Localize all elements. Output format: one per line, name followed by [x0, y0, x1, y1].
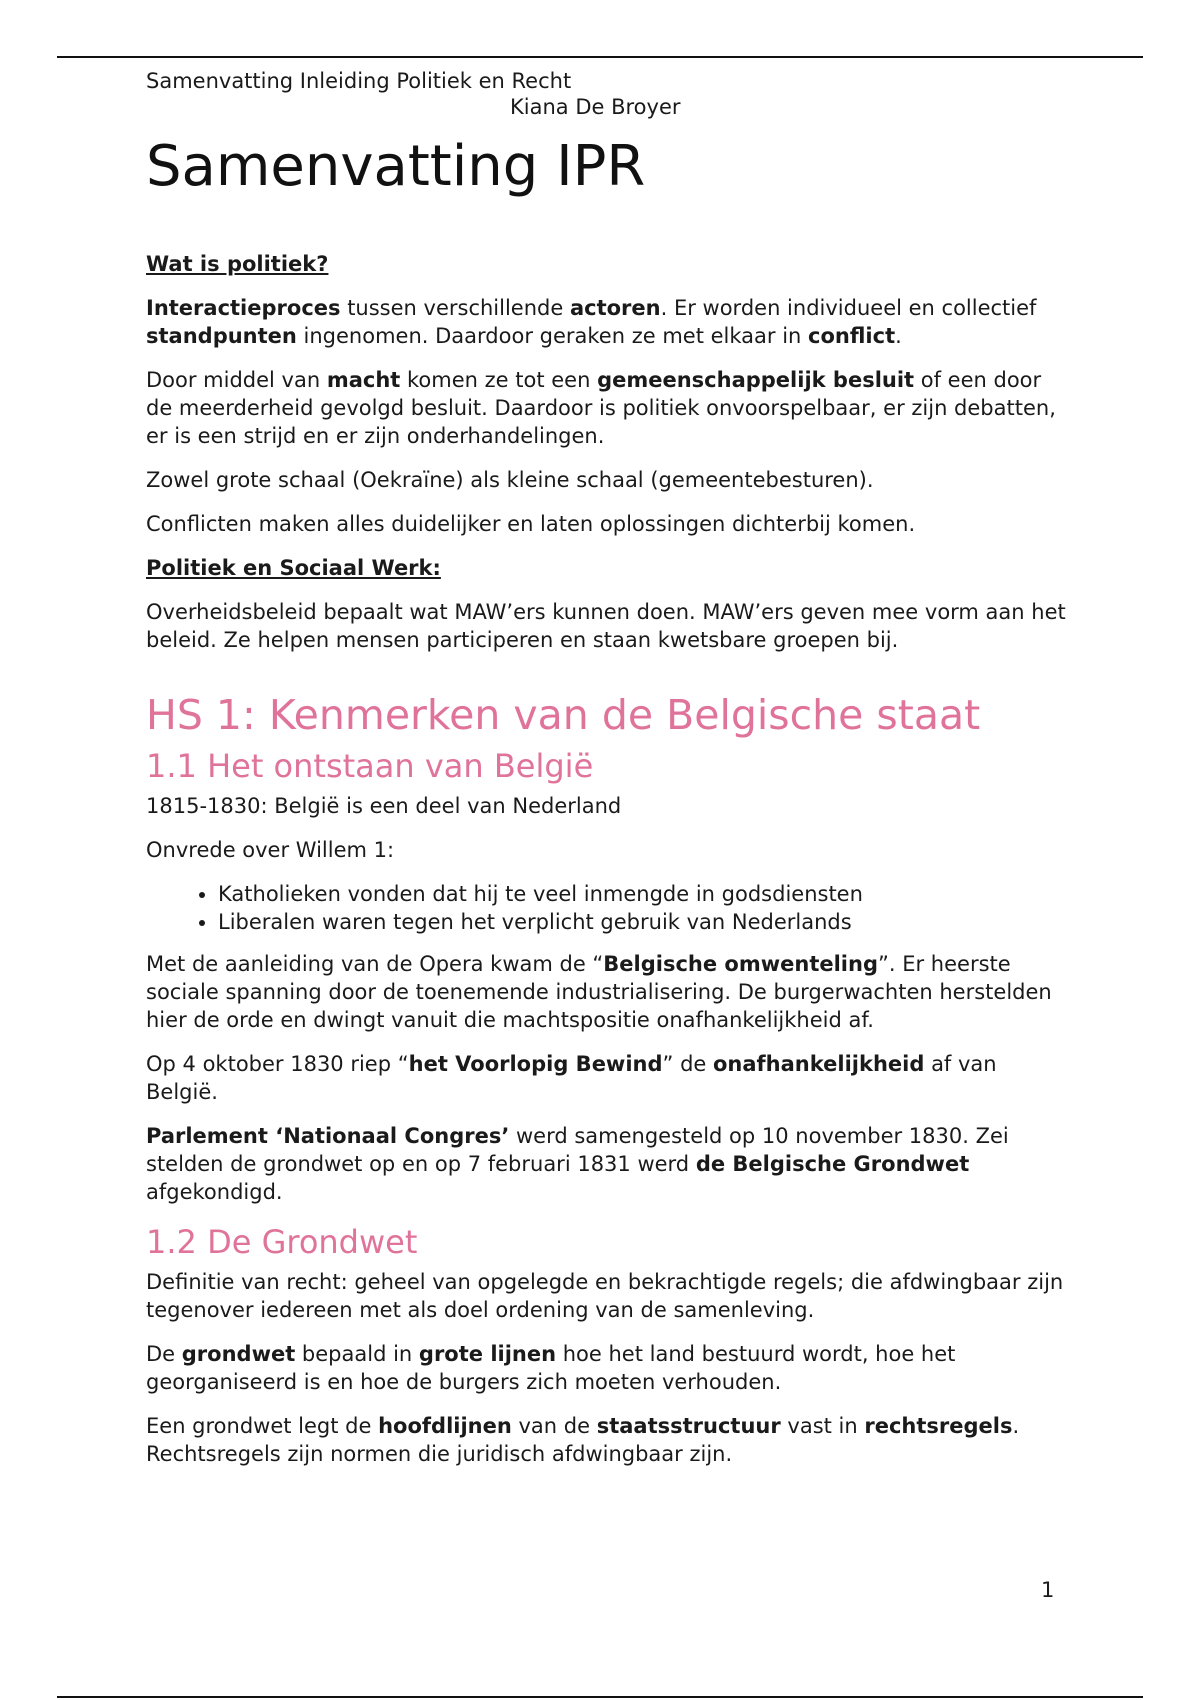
paragraph: 1815-1830: België is een deel van Nederland — [146, 794, 622, 818]
chapter-heading-hs1: HS 1: Kenmerken van de Belgische staat — [146, 691, 981, 739]
paragraph: Door middel van macht komen ze tot een gemeenschappelijk besluit of een door de meerderheid gevolgd besluit. Daardoor is politiek onvoorspelbaar, er zijn debatten, er is een strijd en er zijn onderhandelingen. — [146, 368, 1056, 448]
section-heading-politiek: Wat is politiek? — [146, 252, 329, 276]
paragraph: Interactieproces tussen verschillende actoren. Er worden individueel en collectief standpunten ingenomen. Daardoor geraken ze met elkaar in conflict. — [146, 296, 1037, 348]
page-number: 1 — [1041, 1578, 1055, 1602]
paragraph: Parlement ‘Nationaal Congres’ werd samengesteld op 10 november 1830. Zei stelden de grondwet op en op 7 februari 1831 werd de Belgische Grondwet afgekondigd. — [146, 1124, 1009, 1204]
paragraph: Op 4 oktober 1830 riep “het Voorlopig Bewind” de onafhankelijkheid af van België. — [146, 1052, 997, 1104]
paragraph: Conflicten maken alles duidelijker en laten oplossingen dichterbij komen. — [146, 512, 916, 536]
document-title: Samenvatting IPR — [146, 134, 646, 199]
paragraph: Zowel grote schaal (Oekraïne) als kleine schaal (gemeentebesturen). — [146, 468, 874, 492]
paragraph: Overheidsbeleid bepaalt wat MAW’ers kunnen doen. MAW’ers geven mee vorm aan het beleid. Ze helpen mensen participeren en staan kwetsbare groepen bij. — [146, 600, 1066, 652]
paragraph: De grondwet bepaald in grote lijnen hoe het land bestuurd wordt, hoe het georganiseerd is en hoe de burgers zich moeten verhouden. — [146, 1342, 956, 1394]
header-course: Samenvatting Inleiding Politiek en Recht — [146, 69, 572, 93]
paragraph: Definitie van recht: geheel van opgelegde en bekrachtigde regels; die afdwingbaar zijn tegenover iedereen met als doel ordening van de samenleving. — [146, 1270, 1064, 1322]
header-rule — [57, 56, 1143, 58]
paragraph: Onvrede over Willem 1: — [146, 838, 395, 862]
bullet-list — [146, 880, 1066, 936]
header-author: Kiana De Broyer — [510, 95, 681, 119]
section-heading-1-1: 1.1 Het ontstaan van België — [146, 747, 594, 785]
list-item: • Liberalen waren tegen het verplicht gebruik van Nederlands — [218, 908, 1066, 936]
section-heading-1-2: 1.2 De Grondwet — [146, 1223, 418, 1261]
paragraph: Met de aanleiding van de Opera kwam de “Belgische omwenteling”. Er heerste sociale spanning door de toenemende industrialisering. De burgerwachten herstelden hier de orde en dwingt vanuit die machtspositie onafhankelijkheid af. — [146, 952, 1052, 1032]
section-heading-sociaal-werk: Politiek en Sociaal Werk: — [146, 556, 441, 580]
footer-rule — [57, 1696, 1143, 1698]
document-body — [146, 68, 1066, 1484]
list-item: • Katholieken vonden dat hij te veel inmengde in godsdiensten — [218, 880, 1066, 908]
paragraph: Een grondwet legt de hoofdlijnen van de staatsstructuur vast in rechtsregels. Rechtsregels zijn normen die juridisch afdwingbaar zijn. — [146, 1414, 1020, 1466]
